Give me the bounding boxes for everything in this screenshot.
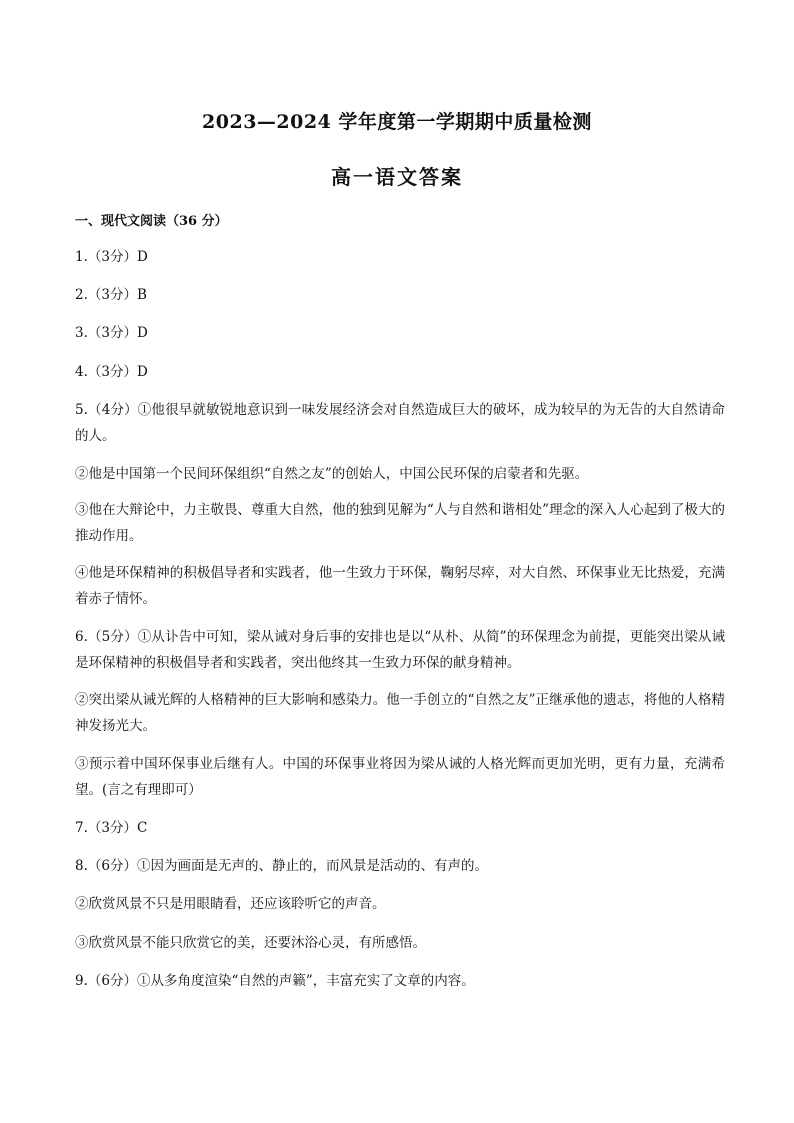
answer-q8-point3: ③欣赏风景不能只欣赏它的美，还要沐浴心灵，有所感悟。: [75, 935, 426, 951]
answer-q4: 4.（3分）D: [75, 364, 148, 380]
answer-q5-point1: 5.（4分）①他很早就敏锐地意识到一味发展经济会对自然造成巨大的破坏，成为较早的为无告的大自然请命的人。: [75, 402, 725, 444]
answer-q7: 7.（3分）C: [75, 820, 148, 836]
answer-q1: 1.（3分）D: [75, 249, 148, 265]
answer-q6-point2: ②突出梁从诫光辉的人格精神的巨大影响和感染力。他一手创立的“自然之友”正继承他的遗志，将他的人格精神发扬光大。: [75, 692, 725, 734]
document-subtitle: 高一语文答案: [331, 165, 463, 189]
answer-q3: 3.（3分）D: [75, 325, 148, 341]
answer-q6-point1: 6.（5分）①从讣告中可知，梁从诫对身后事的安排也是以“从朴、从简”的环保理念为前提，更能突出梁从诫是环保精神的积极倡导者和实践者，突出他终其一生致力环保的献身精神。: [75, 629, 725, 671]
answer-q9-point1: 9.（6分）①从多角度渲染“自然的声籁”，丰富充实了文章的内容。: [75, 973, 475, 989]
answer-q2: 2.（3分）B: [75, 287, 147, 303]
section-heading-modern-reading: 一、现代文阅读（36 分）: [75, 214, 228, 229]
answer-q5-point3: ③他在大辩论中，力主敬畏、尊重大自然，他的独到见解为“人与自然和谐相处”理念的深入人心起到了极大的推动作用。: [75, 502, 725, 544]
answer-q6-point3: ③预示着中国环保事业后继有人。中国的环保事业将因为梁从诫的人格光辉而更加光明，更有力量，充满希望。(言之有理即可）: [75, 756, 725, 798]
answer-q8-point1: 8.（6分）①因为画面是无声的、静止的，而风景是活动的、有声的。: [75, 858, 488, 874]
answer-q5-point4: ④他是环保精神的积极倡导者和实践者，他一生致力于环保，鞠躬尽瘁，对大自然、环保事业无比热爱，充满着赤子情怀。: [75, 565, 725, 607]
answer-q8-point2: ②欣赏风景不只是用眼睛看，还应该聆听它的声音。: [75, 896, 386, 912]
document-title: 2023—2024 学年度第一学期期中质量检测: [202, 111, 592, 133]
answer-q5-point2: ②他是中国第一个民间环保组织“自然之友”的创始人，中国公民环保的启蒙者和先驱。: [75, 466, 589, 482]
